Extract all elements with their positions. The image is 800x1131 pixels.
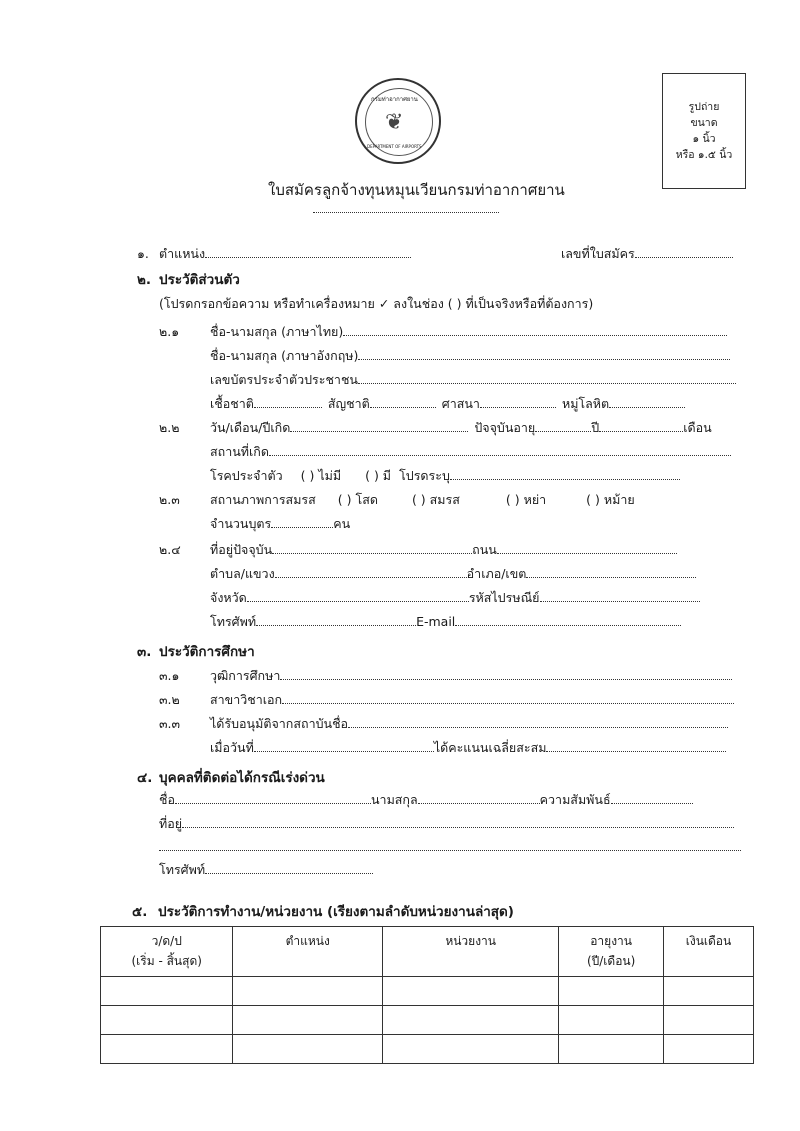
s2-instruction: (โปรดกรอกข้อความ หรือทำเครื่องหมาย ✓ ลงในช่อง ( ) ที่เป็นจริงหรือที่ต้องการ): [159, 296, 594, 311]
seal-text-bottom: DEPARTMENT OF AIRPORTS: [367, 144, 422, 149]
contact-phone-field[interactable]: [205, 861, 373, 874]
province-label: จังหวัด: [210, 590, 247, 605]
col-position-line1: ตำแหน่ง: [285, 934, 330, 948]
table-cell[interactable]: [663, 977, 753, 1006]
age-label: ปัจจุบันอายุ: [474, 420, 536, 435]
department-seal-logo: [355, 78, 441, 164]
table-cell[interactable]: [559, 1006, 664, 1035]
gpa-field[interactable]: [546, 739, 726, 752]
children-field[interactable]: [271, 515, 333, 528]
table-row: [101, 1006, 754, 1035]
col-position-header: [233, 927, 383, 977]
s3-title: ประวัติการศึกษา: [159, 644, 255, 660]
col-date-header: [101, 927, 233, 977]
marital-status-label: สถานภาพการสมรส: [210, 492, 316, 507]
address-label: ที่อยู่ปัจจุบัน: [210, 542, 273, 557]
col-tenure-line1: อายุงาน: [590, 934, 632, 948]
graduation-date-field[interactable]: [254, 739, 434, 752]
table-cell[interactable]: [101, 1035, 233, 1064]
disease-specify-field[interactable]: [450, 467, 680, 480]
gpa-label: ได้คะแนนเฉลี่ยสะสม: [433, 740, 547, 755]
name-th-field[interactable]: [343, 323, 727, 336]
position-label: ตำแหน่ง: [159, 246, 206, 261]
table-cell[interactable]: [383, 1035, 559, 1064]
subdistrict-label: ตำบล/แขวง: [210, 566, 275, 581]
name-th-label: ชื่อ-นามสกุล (ภาษาไทย): [210, 324, 344, 339]
religion-label: ศาสนา: [441, 396, 480, 411]
children-label: จำนวนบุตร: [210, 516, 272, 531]
major-label: สาขาวิชาเอก: [210, 692, 283, 707]
contact-address-label: ที่อยู่: [159, 816, 183, 831]
s2-number: ๒.: [137, 272, 152, 288]
relationship-label: ความสัมพันธ์: [539, 792, 611, 807]
photo-box: [662, 73, 746, 189]
contact-surname-field[interactable]: [418, 791, 540, 804]
specify-label: โปรดระบุ: [399, 468, 450, 483]
s23-number: ๒.๓: [159, 492, 180, 507]
widowed-checkbox[interactable]: ( ) หม้าย: [586, 492, 635, 507]
id-card-label: เลขบัตรประจำตัวประชาชน: [210, 372, 358, 387]
district-field[interactable]: [526, 565, 696, 578]
relationship-field[interactable]: [611, 791, 693, 804]
s21-number: ๒.๑: [159, 324, 180, 339]
photo-size-2: หรือ ๑.๕ นิ้ว: [675, 149, 733, 161]
persons-label: คน: [333, 516, 351, 531]
postcode-field[interactable]: [540, 589, 700, 602]
married-checkbox[interactable]: ( ) สมรส: [411, 492, 460, 507]
institution-label: ได้รับอนุมัติจากสถาบันชื่อ: [210, 716, 349, 731]
table-header-row: [101, 927, 754, 977]
name-en-field[interactable]: [358, 347, 730, 360]
title-fill-line[interactable]: [313, 200, 499, 216]
col-date-line2: (เริ่ม - สิ้นสุด): [131, 954, 202, 968]
s5-title: ประวัติการทำงาน/หน่วยงาน (เรียงตามลำดับหน่วยงานล่าสุด): [158, 904, 514, 920]
application-number-label: เลขที่ใบสมัคร: [561, 246, 635, 261]
nationality-label: สัญชาติ: [327, 396, 370, 411]
disease-label: โรคประจำตัว: [210, 468, 283, 483]
table-cell[interactable]: [383, 1006, 559, 1035]
contact-phone-label: โทรศัพท์: [159, 862, 206, 877]
contact-name-field[interactable]: [175, 791, 371, 804]
email-field[interactable]: [455, 613, 681, 626]
photo-label: รูปถ่าย: [688, 101, 720, 113]
institution-field[interactable]: [348, 715, 728, 728]
religion-field[interactable]: [480, 395, 556, 408]
age-years-field[interactable]: [535, 419, 591, 432]
single-checkbox[interactable]: ( ) โสด: [337, 492, 378, 507]
table-row: [101, 977, 754, 1006]
contact-name-label: ชื่อ: [159, 792, 175, 807]
disease-have-checkbox[interactable]: ( ) มี: [365, 468, 392, 483]
table-cell[interactable]: [233, 1035, 383, 1064]
age-months-field[interactable]: [599, 419, 683, 432]
photo-size-1: ๑ นิ้ว: [692, 133, 716, 145]
col-salary-header: [663, 927, 753, 977]
s5-number: ๕.: [132, 904, 148, 920]
photo-size-label: ขนาด: [690, 117, 718, 129]
dob-field[interactable]: [290, 419, 468, 432]
blood-type-field[interactable]: [609, 395, 685, 408]
address-field[interactable]: [272, 541, 472, 554]
table-cell[interactable]: [101, 977, 233, 1006]
table-cell[interactable]: [559, 1035, 664, 1064]
email-label: E-mail: [416, 614, 456, 629]
table-cell[interactable]: [233, 1006, 383, 1035]
position-field[interactable]: [205, 245, 411, 258]
disease-none-checkbox[interactable]: ( ) ไม่มี: [300, 468, 342, 483]
phone-label: โทรศัพท์: [210, 614, 257, 629]
name-en-label: ชื่อ-นามสกุล (ภาษาอังกฤษ): [210, 348, 359, 363]
table-cell[interactable]: [233, 977, 383, 1006]
s24-number: ๒.๔: [159, 542, 181, 557]
birthplace-field[interactable]: [269, 443, 731, 456]
degree-field[interactable]: [280, 667, 732, 680]
race-label: เชื้อชาติ: [210, 396, 254, 411]
s1-number: ๑.: [137, 246, 149, 261]
col-tenure-header: [559, 927, 664, 977]
birthplace-label: สถานที่เกิด: [210, 444, 269, 459]
form-title: ใบสมัครลูกจ้างทุนหมุนเวียนกรมท่าอากาศยาน: [268, 181, 565, 199]
col-tenure-line2: (ปี/เดือน): [586, 954, 636, 968]
table-cell[interactable]: [559, 977, 664, 1006]
table-row: [101, 1035, 754, 1064]
col-date-line1: ว/ด/ป: [151, 934, 182, 948]
col-organization-line1: หน่วยงาน: [445, 934, 496, 948]
garuda-emblem-icon: ❦: [385, 110, 404, 135]
road-label: ถนน: [472, 542, 497, 557]
race-field[interactable]: [254, 395, 322, 408]
table-cell[interactable]: [663, 1006, 753, 1035]
year-label: ปี: [591, 420, 600, 435]
month-label: เดือน: [683, 420, 712, 435]
s32-number: ๓.๒: [159, 692, 180, 707]
postcode-label: รหัสไปรษณีย์: [468, 590, 540, 605]
s31-number: ๓.๑: [159, 668, 180, 683]
table-cell[interactable]: [101, 1006, 233, 1035]
s4-title: บุคคลที่ติดต่อได้กรณีเร่งด่วน: [159, 770, 325, 786]
application-number-field[interactable]: [635, 245, 733, 258]
s33-number: ๓.๓: [159, 716, 181, 731]
nationality-field[interactable]: [370, 395, 436, 408]
seal-text-top: กรมท่าอากาศยาน: [371, 96, 418, 103]
s3-number: ๓.: [137, 644, 152, 660]
contact-surname-label: นามสกุล: [371, 792, 418, 807]
divorced-checkbox[interactable]: ( ) หย่า: [505, 492, 547, 507]
subdistrict-field[interactable]: [275, 565, 467, 578]
dob-label: วัน/เดือน/ปีเกิด: [210, 420, 291, 435]
s4-number: ๔.: [137, 770, 153, 786]
district-label: อำเภอ/เขต: [466, 566, 527, 581]
major-field[interactable]: [282, 691, 734, 704]
id-card-field[interactable]: [358, 371, 736, 384]
road-field[interactable]: [497, 541, 677, 554]
col-organization-header: [383, 927, 559, 977]
table-cell[interactable]: [663, 1035, 753, 1064]
s22-number: ๒.๒: [159, 420, 180, 435]
contact-address-field-2[interactable]: [159, 838, 741, 851]
graduation-date-label: เมื่อวันที่: [210, 740, 254, 755]
work-history-table: [100, 926, 754, 1064]
degree-label: วุฒิการศึกษา: [210, 668, 281, 683]
blood-type-label: หมู่โลหิต: [561, 396, 610, 411]
province-field[interactable]: [247, 589, 469, 602]
table-cell[interactable]: [383, 977, 559, 1006]
contact-address-field[interactable]: [182, 815, 734, 828]
phone-field[interactable]: [256, 613, 416, 626]
s2-title: ประวัติส่วนตัว: [159, 272, 240, 288]
col-salary-line1: เงินเดือน: [685, 934, 732, 948]
